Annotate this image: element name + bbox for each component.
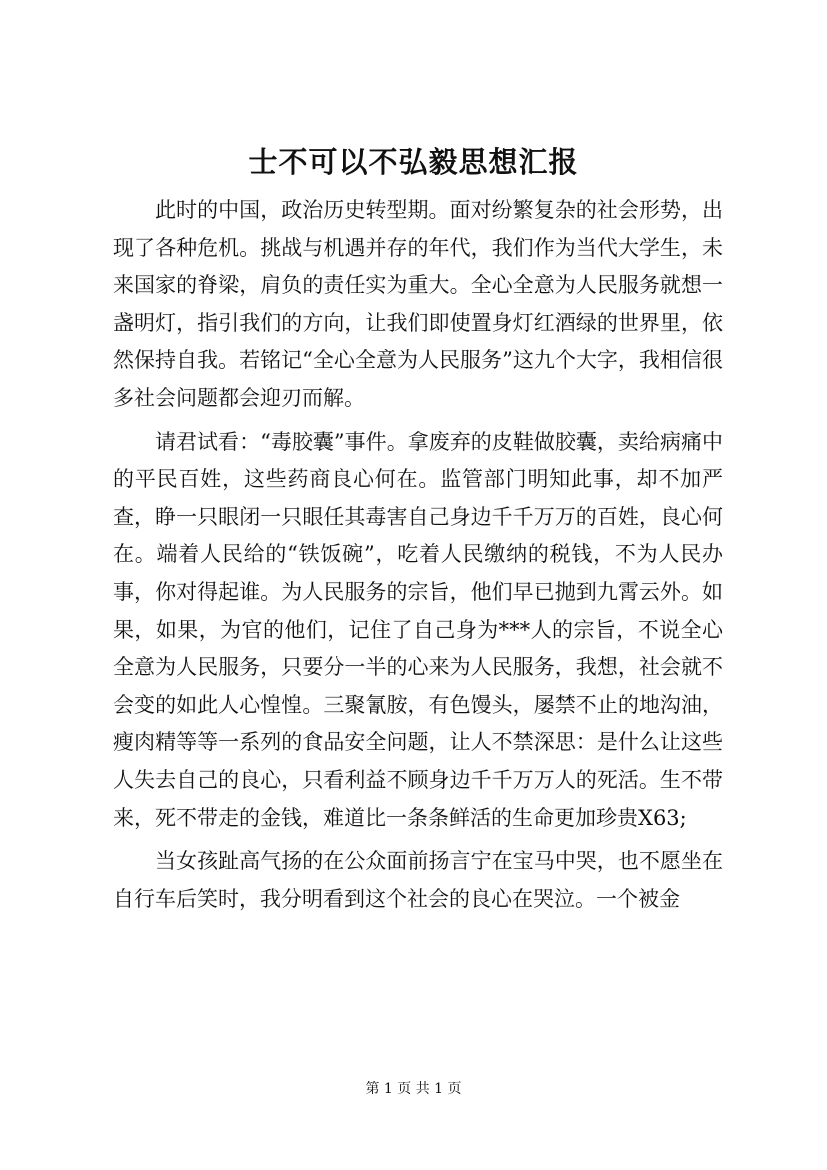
page-footer: 第 1 页 共 1 页 bbox=[365, 1081, 462, 1097]
paragraph-2: 请君试看：“毒胶囊”事件。拿废弃的皮鞋做胶囊，卖给病痛中的平民百姓，这些药商良心何在。监管部门明知此事，却不加严查，睁一只眼闭一只眼任其毒害自己身边千千万万的百姓，良心何在。端着人民给的“铁饭碗”，吃着人民缴纳的税钱，不为人民办事，你对得起谁。为人民服务的宗旨，他们早已抛到九霄云外。如果，如果，为官的他们，记住了自己身为***人的宗旨，不说全心全意为人民服务，只要分一半的心来为人民服务，我想，社会就不会变的如此人心惶惶。三聚氰胺，有色馒头，屡禁不止的地沟油，瘦肉精等等一系列的食品安全问题，让人不禁深思：是什么让这些人失去自己的良心，只看利益不顾身边千千万万人的死活。生不带来，死不带走的金钱，难道比一条条鲜活的生命更加珍贵X63; bbox=[113, 429, 723, 830]
document-body bbox=[113, 192, 723, 924]
paragraph-1: 此时的中国，政治历史转型期。面对纷繁复杂的社会形势，出现了各种危机。挑战与机遇并存的年代，我们作为当代大学生，未来国家的脊梁，肩负的责任实为重大。全心全意为人民服务就想一盏明灯，指引我们的方向，让我们即使置身灯红酒绿的世界里，依然保持自我。若铭记“全心全意为人民服务”这九个大字，我相信很多社会问题都会迎刃而解。 bbox=[113, 198, 723, 410]
document-title: 士不可以不弘毅思想汇报 bbox=[248, 145, 579, 179]
paragraph-3: 当女孩趾高气扬的在公众面前扬言宁在宝马中哭，也不愿坐在自行车后笑时，我分明看到这个社会的良心在哭泣。一个被金 bbox=[113, 849, 723, 911]
